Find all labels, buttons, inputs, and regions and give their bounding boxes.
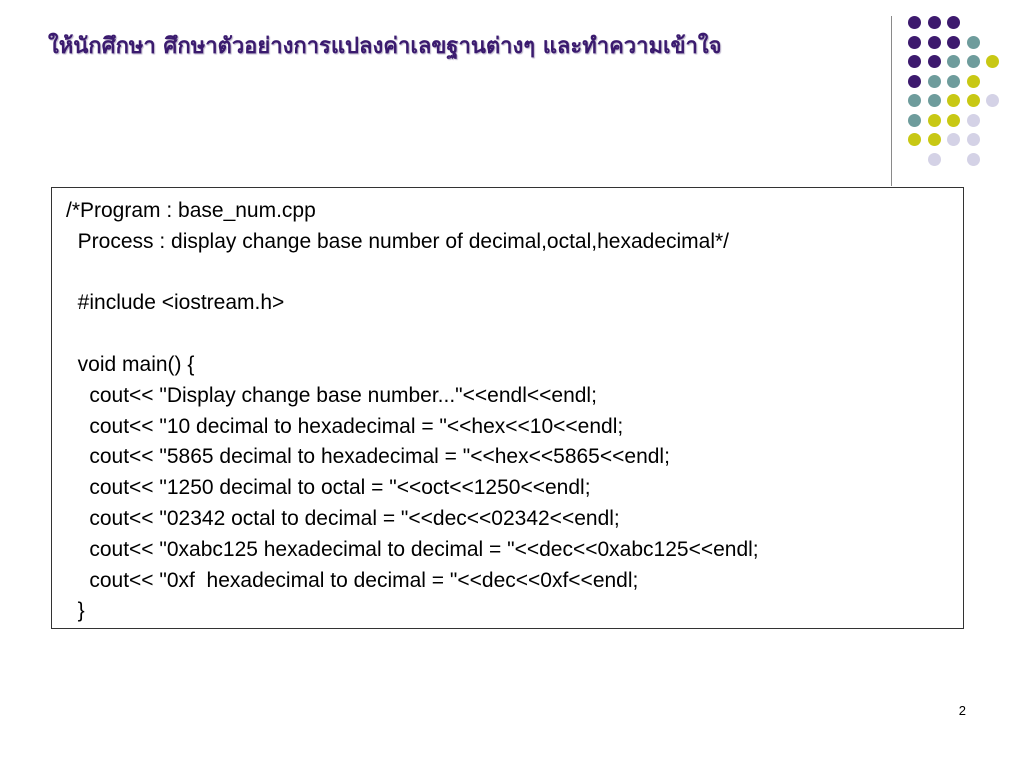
decorative-dot bbox=[967, 114, 980, 127]
decorative-dot bbox=[928, 133, 941, 146]
decorative-dot bbox=[908, 75, 921, 88]
code-line: cout<< "1250 decimal to octal = "<<oct<<1250<<endl; bbox=[66, 476, 591, 500]
decorative-dot bbox=[986, 94, 999, 107]
decorative-dot bbox=[947, 55, 960, 68]
decorative-dot bbox=[947, 94, 960, 107]
code-line: cout<< "0xf hexadecimal to decimal = "<<dec<<0xf<<endl; bbox=[66, 568, 639, 592]
page-number: 2 bbox=[958, 703, 966, 718]
code-line: /*Program : base_num.cpp bbox=[66, 199, 316, 222]
decorative-dot bbox=[908, 55, 921, 68]
code-line: cout<< "10 decimal to hexadecimal = "<<hex<<10<<endl; bbox=[66, 414, 624, 438]
decorative-dot bbox=[947, 75, 960, 88]
slide-title: ให้นักศึกษา ศึกษาตัวอย่างการแปลงค่าเลขฐานต่างๆ และทำความเข้าใจ bbox=[48, 33, 722, 59]
code-line: cout<< "5865 decimal to hexadecimal = "<<hex<<5865<<endl; bbox=[66, 445, 670, 469]
decorative-dot bbox=[947, 133, 960, 146]
decorative-dot bbox=[928, 55, 941, 68]
code-line: cout<< "Display change base number..."<<endl<<endl; bbox=[66, 383, 597, 407]
decorative-divider bbox=[891, 16, 892, 186]
decorative-dot bbox=[947, 16, 960, 29]
code-line: #include <iostream.h> bbox=[66, 291, 285, 315]
decorative-dot bbox=[947, 36, 960, 49]
code-line bbox=[66, 258, 963, 289]
code-line: void main() { bbox=[66, 352, 195, 376]
decorative-dot bbox=[928, 114, 941, 127]
code-line: cout<< "02342 octal to decimal = "<<dec<<02342<<endl; bbox=[66, 506, 620, 530]
code-line: cout<< "0xabc125 hexadecimal to decimal = "<<dec<<0xabc125<<endl; bbox=[66, 537, 759, 561]
decorative-dot bbox=[908, 94, 921, 107]
decorative-dot bbox=[928, 16, 941, 29]
decorative-dot bbox=[967, 153, 980, 166]
decorative-dot bbox=[908, 133, 921, 146]
decorative-dot bbox=[967, 36, 980, 49]
code-box bbox=[51, 187, 964, 629]
decorative-dot bbox=[967, 75, 980, 88]
decorative-dot bbox=[928, 75, 941, 88]
decorative-dot bbox=[928, 94, 941, 107]
decorative-dot bbox=[967, 133, 980, 146]
decorative-dot bbox=[908, 114, 921, 127]
decorative-dot bbox=[967, 55, 980, 68]
code-line: } bbox=[66, 599, 85, 623]
code-line: Process : display change base number of decimal,octal,hexadecimal*/ bbox=[66, 229, 730, 253]
decorative-dot bbox=[908, 36, 921, 49]
decorative-dot bbox=[908, 16, 921, 29]
decorative-dot-grid bbox=[908, 16, 1008, 166]
decorative-dot bbox=[967, 94, 980, 107]
decorative-dot bbox=[928, 153, 941, 166]
decorative-dot bbox=[947, 114, 960, 127]
decorative-dot bbox=[928, 36, 941, 49]
code-line bbox=[66, 319, 963, 350]
decorative-dot bbox=[986, 55, 999, 68]
